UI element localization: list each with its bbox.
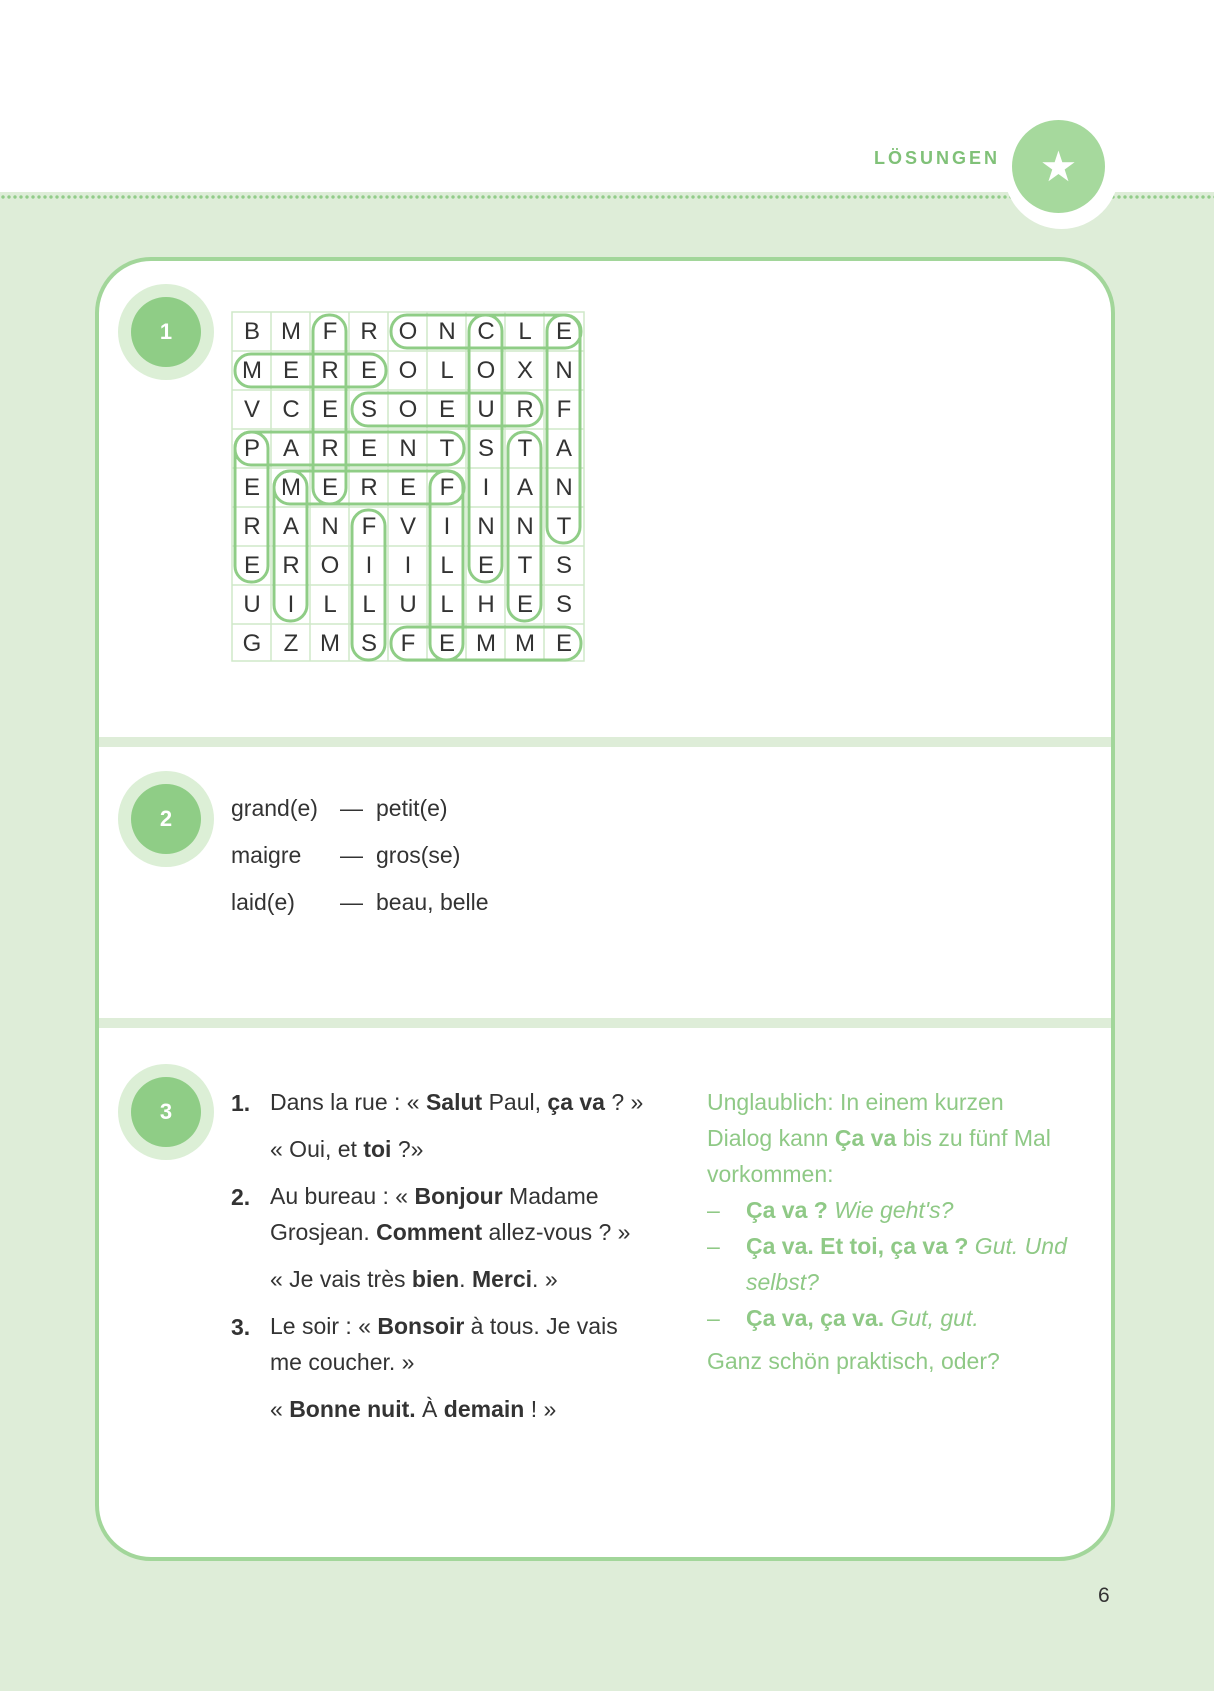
grid-cell: M bbox=[476, 630, 496, 657]
page-number: 6 bbox=[1098, 1584, 1110, 1607]
note-bullet-dash: – bbox=[707, 1305, 720, 1331]
grid-cell: R bbox=[360, 318, 378, 345]
grid-cell: T bbox=[517, 552, 533, 579]
grid-cell: T bbox=[556, 513, 572, 540]
grid-cell: R bbox=[516, 396, 534, 423]
grid-cell: S bbox=[360, 396, 377, 423]
grid-cell: E bbox=[321, 474, 338, 501]
grid-cell: O bbox=[398, 318, 418, 345]
grid-cell: V bbox=[243, 396, 260, 423]
grid-cell: M bbox=[242, 357, 262, 384]
grid-cell: O bbox=[398, 357, 418, 384]
grid-cell: U bbox=[477, 396, 495, 423]
grid-cell: F bbox=[400, 630, 416, 657]
grid-cell: F bbox=[556, 396, 572, 423]
antonym-dash: — bbox=[340, 889, 363, 915]
dialogue-1-number: 1. bbox=[231, 1090, 251, 1116]
grid-cell: N bbox=[555, 474, 573, 501]
grid-cell: S bbox=[555, 591, 572, 618]
exercise-2-badge bbox=[118, 771, 214, 867]
grid-cell: F bbox=[439, 474, 455, 501]
grid-cell: R bbox=[321, 435, 339, 462]
grid-cell: A bbox=[555, 435, 572, 462]
grid-cell: B bbox=[243, 318, 260, 345]
grid-cell: R bbox=[321, 357, 339, 384]
dialogue-3-line-3: « Bonne nuit. À demain ! » bbox=[270, 1396, 557, 1422]
grid-cell: M bbox=[515, 630, 535, 657]
note-bullet-2-cont: selbst? bbox=[746, 1269, 819, 1295]
antonym-left: maigre bbox=[231, 842, 302, 868]
dialogue-3-line-1: Le soir : « Bonsoir à tous. Je vais bbox=[270, 1313, 618, 1339]
grid-cell: S bbox=[477, 435, 494, 462]
exercise-1-badge bbox=[118, 284, 214, 380]
exercise-3-number: 3 bbox=[131, 1077, 201, 1147]
grid-cell: R bbox=[360, 474, 378, 501]
grid-cell: E bbox=[360, 357, 377, 384]
grid-cell: E bbox=[438, 396, 455, 423]
grid-cell: M bbox=[281, 474, 301, 501]
note-bullet-2: Ça va. Et toi, ça va ? Gut. Und bbox=[746, 1233, 1067, 1259]
exercise-2-number: 2 bbox=[131, 784, 201, 854]
section-divider bbox=[99, 737, 1115, 747]
grid-cell: O bbox=[398, 396, 418, 423]
word-search-grid bbox=[229, 309, 589, 663]
grid-cell: R bbox=[243, 513, 261, 540]
grid-cell: I bbox=[404, 552, 412, 579]
grid-cell: E bbox=[321, 396, 338, 423]
grid-cell: E bbox=[399, 474, 416, 501]
note-line-3: vorkommen: bbox=[707, 1161, 834, 1187]
antonym-right: beau, belle bbox=[376, 889, 489, 915]
grid-cell: A bbox=[282, 435, 299, 462]
note-line-2: Dialog kann Ça va bis zu fünf Mal bbox=[707, 1125, 1051, 1151]
grid-cell: M bbox=[320, 630, 340, 657]
grid-cell: F bbox=[322, 318, 338, 345]
grid-cell: I bbox=[482, 474, 490, 501]
note-bullet-dash: – bbox=[707, 1233, 720, 1259]
star-icon: ★ bbox=[1012, 120, 1105, 213]
grid-cell: T bbox=[439, 435, 455, 462]
grid-cell: E bbox=[516, 591, 533, 618]
grid-cell: C bbox=[282, 396, 300, 423]
grid-cell: N bbox=[438, 318, 456, 345]
grid-cell: H bbox=[477, 591, 495, 618]
grid-cell: I bbox=[287, 591, 295, 618]
exercise-1-number: 1 bbox=[131, 297, 201, 367]
grid-cell: I bbox=[443, 513, 451, 540]
grid-cell: E bbox=[360, 435, 377, 462]
grid-cell: I bbox=[365, 552, 373, 579]
antonym-left: laid(e) bbox=[231, 889, 295, 915]
grid-cell: E bbox=[438, 630, 455, 657]
dialogue-3-number: 3. bbox=[231, 1314, 251, 1340]
grid-cell: T bbox=[517, 435, 533, 462]
grid-cell: N bbox=[321, 513, 339, 540]
grid-cell: O bbox=[476, 357, 496, 384]
grid-cell: L bbox=[362, 591, 376, 618]
antonym-left: grand(e) bbox=[231, 795, 318, 821]
note-bullet-1: Ça va ? Wie geht's? bbox=[746, 1197, 954, 1223]
grid-cell: N bbox=[477, 513, 495, 540]
section-heading: LÖSUNGEN bbox=[873, 148, 1000, 168]
dialogue-3-line-2: me coucher. » bbox=[270, 1349, 415, 1375]
grid-cell: M bbox=[281, 318, 301, 345]
grid-cell: V bbox=[399, 513, 416, 540]
dialogue-1-line-1: Dans la rue : « Salut Paul, ça va ? » bbox=[270, 1089, 644, 1115]
grid-cell: E bbox=[477, 552, 494, 579]
grid-cell: E bbox=[243, 552, 260, 579]
antonym-right: petit(e) bbox=[376, 795, 448, 821]
grid-cell: N bbox=[399, 435, 417, 462]
grid-cell: X bbox=[516, 357, 533, 384]
dialogue-2-line-2: Grosjean. Comment allez-vous ? » bbox=[270, 1219, 631, 1245]
grid-cell: E bbox=[555, 630, 572, 657]
grid-cell: L bbox=[440, 552, 454, 579]
grid-cell: N bbox=[555, 357, 573, 384]
note-line-1: Unglaublich: In einem kurzen bbox=[707, 1089, 1004, 1115]
grid-cell: L bbox=[440, 357, 454, 384]
note-closing: Ganz schön praktisch, oder? bbox=[707, 1348, 1000, 1374]
dialogue-2-line-1: Au bureau : « Bonjour Madame bbox=[270, 1183, 599, 1209]
grid-cell: S bbox=[555, 552, 572, 579]
grid-cell: E bbox=[243, 474, 260, 501]
antonym-dash: — bbox=[340, 795, 363, 821]
note-bullet-dash: – bbox=[707, 1197, 720, 1223]
dialogue-2-number: 2. bbox=[231, 1184, 251, 1210]
grid-cell: A bbox=[516, 474, 533, 501]
grid-cell: S bbox=[360, 630, 377, 657]
grid-cell: R bbox=[282, 552, 300, 579]
section-divider bbox=[99, 1018, 1115, 1028]
grid-cell: L bbox=[518, 318, 532, 345]
grid-cell: L bbox=[323, 591, 337, 618]
grid-cell: E bbox=[555, 318, 572, 345]
grid-cell: P bbox=[243, 435, 260, 462]
grid-cell: U bbox=[399, 591, 417, 618]
grid-cell: G bbox=[242, 630, 262, 657]
exercise-3-badge bbox=[118, 1064, 214, 1160]
dialogue-1-line-2: « Oui, et toi ?» bbox=[270, 1136, 424, 1162]
dialogue-2-line-3: « Je vais très bien. Merci. » bbox=[270, 1266, 558, 1292]
grid-cell: C bbox=[477, 318, 495, 345]
grid-cell: N bbox=[516, 513, 534, 540]
antonym-dash: — bbox=[340, 842, 363, 868]
grid-cell: E bbox=[282, 357, 299, 384]
grid-cell: L bbox=[440, 591, 454, 618]
grid-cell: A bbox=[282, 513, 299, 540]
note-bullet-3: Ça va, ça va. Gut, gut. bbox=[746, 1305, 979, 1331]
grid-cell: U bbox=[243, 591, 261, 618]
antonym-right: gros(se) bbox=[376, 842, 461, 868]
grid-cell: O bbox=[320, 552, 340, 579]
grid-cell: Z bbox=[283, 630, 299, 657]
grid-cell: F bbox=[361, 513, 377, 540]
